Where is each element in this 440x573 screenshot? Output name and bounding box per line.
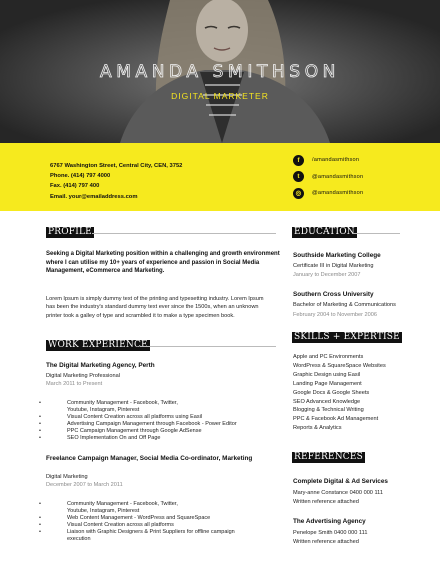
instagram-handle: @amandasmithson <box>312 190 364 197</box>
list-item: • Visual Content Creation across all platforms using Easil <box>67 414 279 421</box>
references-heading: REFERENCES <box>294 452 364 462</box>
reference-1-contact: Mary-anne Constance 0400 000 111 <box>293 490 383 496</box>
list-item: PPC & Facebook Ad Management <box>293 416 379 423</box>
email-text: Email. your@emailaddress.com <box>50 193 138 200</box>
list-item: Youtube, Instagram, Pinterest <box>67 508 140 514</box>
address-text: 6767 Washington Street, Central City, CEN, 3752 <box>50 163 183 169</box>
reference-2-contact: Penelope Smith 0400 000 111 <box>293 530 368 536</box>
social-twitter[interactable] <box>293 169 363 186</box>
instagram-icon: ◎ <box>293 188 304 199</box>
job-2-dates: December 2007 to March 2011 <box>46 482 123 488</box>
list-item: Google Docs & Google Sheets <box>293 389 370 396</box>
list-item: Graphic Design using Easil <box>293 371 361 378</box>
list-item: • Visual Content Creation across all platforms <box>67 522 279 529</box>
education-divider <box>352 233 400 234</box>
profile-summary: Seeking a Digital Marketing position within a challenging and growth environment where I can utilise my 10+ years of experience and passion in Social Media Management, eCommerce and Marketing. <box>46 251 280 275</box>
reference-2-company: The Advertising Agency <box>293 518 366 525</box>
social-instagram[interactable] <box>293 185 363 202</box>
list-item: Reports & Analytics <box>293 425 342 432</box>
reference-1-company: Complete Digital & Ad Services <box>293 478 388 485</box>
skills-list <box>293 353 386 433</box>
list-item: • Liaison with Graphic Designers & Print Suppliers for offline campaign <box>67 529 279 536</box>
skills-heading: SKILLS + EXPERTISE <box>294 332 400 342</box>
profile-divider <box>92 233 276 234</box>
profile-heading: PROFILE <box>48 227 92 237</box>
job-1-title: The Digital Marketing Agency, Perth <box>46 362 155 369</box>
social-links <box>293 152 363 202</box>
education-2-school: Southern Cross University <box>293 291 374 298</box>
reference-1-note: Written reference attached <box>293 499 359 505</box>
list-item: Blogging & Technical Writing <box>293 407 364 414</box>
phone-text: Phone. (414) 797 4000 <box>50 173 111 180</box>
work-heading: WORK EXPERIENCE <box>48 340 148 350</box>
education-1-degree: Certificate III in Digital Marketing <box>293 263 374 269</box>
list-item: Landing Page Management <box>293 380 362 387</box>
candidate-role: DIGITAL MARKETER <box>171 91 269 101</box>
education-2-dates: February 2004 to November 2006 <box>293 312 377 318</box>
education-1-school: Southside Marketing College <box>293 252 381 259</box>
contact-info <box>50 161 182 202</box>
list-item: • Community Management - Facebook, Twitter, <box>67 501 279 508</box>
list-item: • SEO Implementation On and Off Page <box>67 435 279 442</box>
job-1-role: Digital Marketing Professional <box>46 373 120 379</box>
profile-body: Lorem Ipsum is simply dummy text of the printing and typesetting industry. Lorem Ipsum has been the industry's standard dummy text ever since the 1500s, when an unknown printer took a galley of type and scrambled it to make a type specimen book. <box>46 296 264 319</box>
reference-2-note: Written reference attached <box>293 539 359 545</box>
job-2-title: Freelance Campaign Manager, Social Media Co-ordinator, Marketing <box>46 455 253 462</box>
twitter-icon: t <box>293 171 304 182</box>
list-item: • Web Content Management - WordPress and SquareSpace <box>67 515 279 522</box>
job-1-duties <box>67 400 279 442</box>
list-item: • Community Management - Facebook, Twitter, <box>67 400 279 407</box>
education-1-dates: January to December 2007 <box>293 272 361 278</box>
facebook-handle: /amandasmithson <box>312 157 360 164</box>
list-item: WordPress & SquareSpace Websites <box>293 362 386 369</box>
list-item: execution <box>67 536 91 542</box>
twitter-handle: @amandasmithson <box>312 173 364 180</box>
list-item: Youtube, Instagram, Pinterest <box>67 407 140 413</box>
social-facebook[interactable] <box>293 152 363 169</box>
list-item: • Advertising Campaign Management through Facebook - Power Editor <box>67 421 279 428</box>
education-heading: EDUCATION <box>294 227 355 237</box>
list-item: Apple and PC Environments <box>293 354 364 360</box>
work-divider <box>140 346 276 347</box>
candidate-name: AMANDA SMITHSON <box>100 62 340 82</box>
education-2-degree: Bachelor of Marketing & Communications <box>293 302 396 308</box>
job-2-role: Digital Marketing <box>46 474 88 480</box>
contact-band <box>0 143 440 211</box>
fax-text: Fax. (414) 797 400 <box>50 183 100 190</box>
job-1-dates: March 2011 to Present <box>46 381 103 387</box>
job-2-duties <box>67 501 279 543</box>
header-photo-band <box>0 0 440 143</box>
facebook-icon: f <box>293 155 304 166</box>
list-item: SEO Advanced Knowledge <box>293 398 361 405</box>
list-item: • PPC Campaign Management through Google AdSense <box>67 428 279 435</box>
